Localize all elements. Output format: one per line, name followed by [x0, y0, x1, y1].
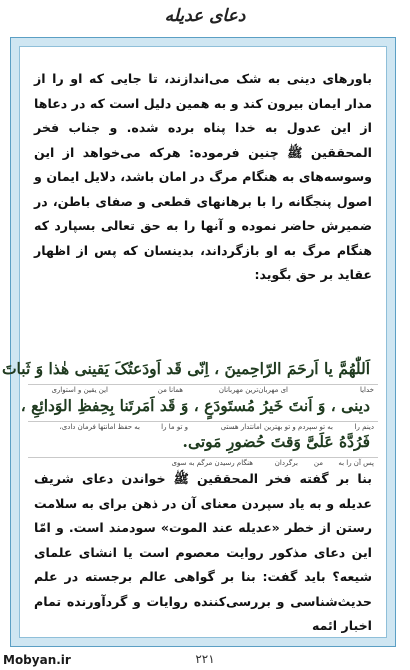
- site-brand: Mobyan.ir: [3, 653, 71, 667]
- page-title: دعای عدیله: [164, 6, 246, 26]
- page-number: ۲۲۱: [195, 652, 215, 666]
- gloss-word: به حفظ امانتها فرمان دادی،: [59, 423, 140, 431]
- gloss-word: برگردان: [274, 459, 298, 467]
- page-header: [0, 0, 410, 38]
- gloss-word: ای مهربان‌ترین مهربانان: [218, 386, 288, 394]
- gloss-word: هنگام رسیدن مرگم به سوی: [171, 459, 253, 467]
- body-paragraph-1: باورهای دینی به شک می‌اندازند، تا جایی که او را از مدار ایمان بیرون کند و به همین دلیل است که در دعاها از این عدول به خدا پناه برده شده. و جناب فخر المحققین ﷺ چنین فرموده: هرکه می‌خواهد از این وسوسه‌های به هنگام مرگ در امان باشد، دلایل ایمان و اصول پنجگانه را با برهانهای قطعی و صفای باطن، در ضمیرش حاضر نموده و آنها را به حق تعالی بسپارد که هنگام مرگ به او بازگرداند، بدینسان که پس از اظهار عقاید بر حق بگوید:: [34, 71, 372, 282]
- prayer-block: [1, 359, 378, 467]
- prayer-line-1: اَللّٰهُمَّ یا اَرحَمَ الرّاحِمینَ ، اِنّی قَد اَودَعتُکَ یَقینی هٰذا وَ ثَباتَ: [1, 359, 370, 378]
- page-frame: [1, 37, 396, 647]
- gloss-word: خدایا: [359, 386, 374, 394]
- prayer-line-3: فَرُدَّهُ عَلَیَّ وَقتَ حُضورِ مَوتی.: [182, 432, 370, 451]
- prayer-line-2: دینی ، وَ اَنتَ خَیرُ مُستَودَعٍ ، وَ قَد اَمَرتَنا بِحِفظِ الوَدائِعِ ،: [20, 396, 370, 415]
- gloss-word: پس آن را به: [338, 459, 374, 467]
- gloss-word: دینم را: [354, 423, 374, 431]
- gloss-word: این یقین و استواری: [51, 386, 108, 394]
- gloss-word: و تو ما را: [161, 423, 188, 431]
- gloss-word: همانا من: [157, 386, 183, 394]
- gloss-word: به تو سپردم و تو بهترین امانتدار هستی: [220, 423, 333, 431]
- gloss-word: من: [313, 459, 323, 467]
- gloss-row-1: [28, 384, 378, 396]
- text-panel: [1, 46, 387, 638]
- body-paragraph-2: بنا بر گفته فخر المحققین ﷺ خواندن دعای شریف عدیله و به یاد سپردن معنای آن در ذهن برای به سلامت رستن از خطر «عدیله عند الموت» سودمند است. و امّا این دعای مذکور روایت معصوم است یا انشای علمای شیعه؟ باید گفت: بنا بر گواهی عالم برجسته در علم حدیث‌شناسی و بررسی‌کننده روایات و گردآورنده تمام اخبار ائمه: [34, 471, 372, 633]
